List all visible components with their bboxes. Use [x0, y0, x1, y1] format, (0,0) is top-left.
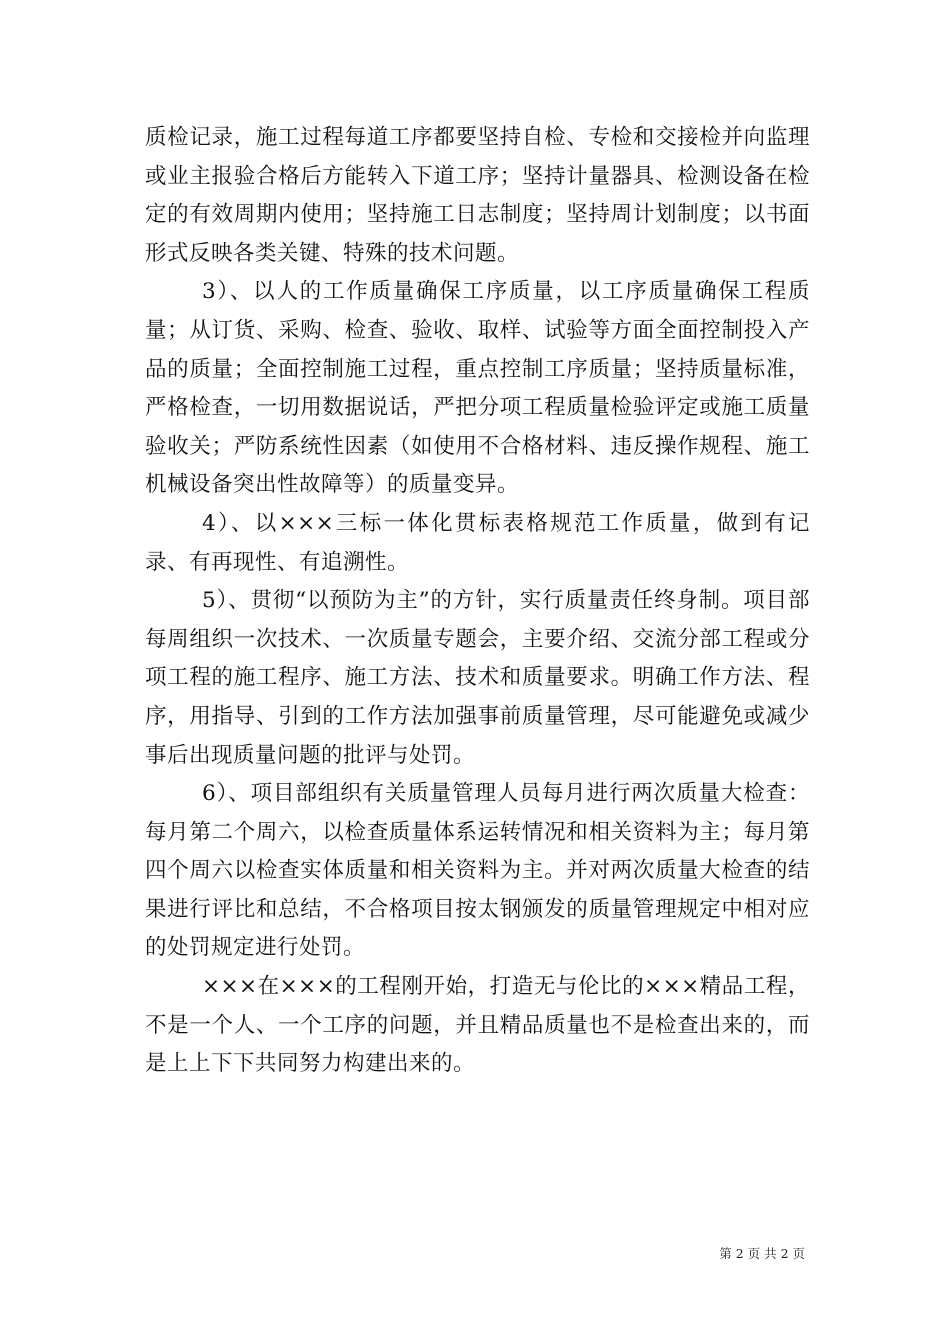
paragraph-conclusion: ×××在×××的工程刚开始，打造无与伦比的×××精品工程，不是一个人、一个工序的问题，并且精品质量也不是检查出来的，而是上上下下共同努力构建出来的。	[145, 974, 810, 1077]
paragraph-item-3: 3）、以人的工作质量确保工序质量，以工序质量确保工程质量；从订货、采购、检查、验收、取样、试验等方面全面控制投入产品的质量；全面控制施工过程，重点控制工序质量；坚持质量标准，严格检查，一切用数据说话，严把分项工程质量检验评定或施工质量验收关；严防系统性因素（如使用不合格材料、违反操作规程、施工机械设备突出性故障等）的质量变异。	[145, 279, 810, 498]
paragraph-item-6: 6）、项目部组织有关质量管理人员每月进行两次质量大检查：每月第二个周六，以检查质量体系运转情况和相关资料为主；每月第四个周六以检查实体质量和相关资料为主。并对两次质量大检查的结果进行评比和总结，不合格项目按太钢颁发的质量管理规定中相对应的处罚规定进行处罚。	[145, 781, 810, 961]
paragraph-item-5: 5）、贯彻“以预防为主”的方针，实行质量责任终身制。项目部每周组织一次技术、一次质量专题会，主要介绍、交流分部工程或分项工程的施工程序、施工方法、技术和质量要求。明确工作方法、程序，用指导、引到的工作方法加强事前质量管理，尽可能避免或减少事后出现质量问题的批评与处罚。	[145, 588, 810, 768]
paragraph-quality-records: 质检记录，施工过程每道工序都要坚持自检、专检和交接检并向监理或业主报验合格后方能转入下道工序；坚持计量器具、检测设备在检定的有效周期内使用；坚持施工日志制度；坚持周计划制度；以书面形式反映各类关键、特殊的技术问题。	[145, 125, 810, 266]
document-body	[145, 119, 810, 1084]
paragraph-item-4: 4）、以×××三标一体化贯标表格规范工作质量，做到有记录、有再现性、有追溯性。	[145, 510, 810, 575]
page-number-footer: 第 2 页 共 2 页	[719, 1246, 805, 1261]
